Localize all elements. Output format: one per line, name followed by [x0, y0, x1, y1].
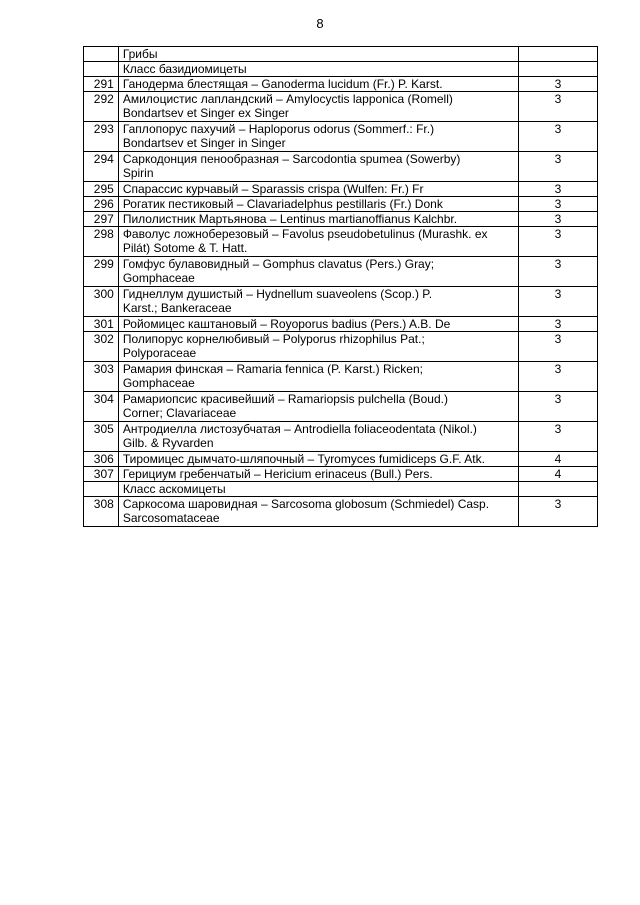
rarity-category: 3 — [519, 287, 598, 317]
table-row — [84, 77, 598, 92]
species-name-line: Антродиелла листозубчатая – Antrodiella foliaceodentata (Nikol.) — [122, 422, 477, 436]
table-row — [84, 287, 598, 317]
row-number: 298 — [84, 227, 119, 257]
rarity-category: 3 — [519, 257, 598, 287]
species-name-line: Гаплопорус пахучий – Haploporus odorus (Sommerf.: Fr.) — [122, 122, 435, 136]
rarity-category: 4 — [519, 467, 598, 482]
row-number — [84, 47, 119, 62]
species-name-line: Саркосома шаровидная – Sarcosoma globosum (Schmiedel) Casp. — [122, 497, 490, 511]
species-name — [118, 317, 518, 332]
row-number: 292 — [84, 92, 119, 122]
row-number: 291 — [84, 77, 119, 92]
species-name — [118, 332, 518, 362]
rarity-category: 3 — [519, 77, 598, 92]
table-row — [84, 392, 598, 422]
species-name-line: Тиромицес дымчато-шляпочный – Tyromyces fumidiceps G.F. Atk. — [122, 452, 485, 466]
rarity-category — [519, 62, 598, 77]
species-name-line: Ганодерма блестящая – Ganoderma lucidum (Fr.) P. Karst. — [122, 77, 443, 91]
species-name-line: Класс аскомицеты — [122, 482, 226, 496]
species-name — [118, 227, 518, 257]
table-row — [84, 182, 598, 197]
rarity-category: 3 — [519, 422, 598, 452]
row-number — [84, 62, 119, 77]
species-name-line: Bondartsev et Singer in Singer — [122, 136, 286, 150]
species-name-line: Гиднеллум душистый – Hydnellum suaveolens (Scop.) P. — [122, 287, 433, 301]
species-name — [118, 182, 518, 197]
rarity-category: 3 — [519, 122, 598, 152]
rarity-category: 3 — [519, 212, 598, 227]
table-section-row — [84, 482, 598, 497]
species-name — [118, 257, 518, 287]
species-name — [118, 362, 518, 392]
species-name-line: Ройомицес каштановый – Royoporus badius (Pers.) A.B. De — [122, 317, 451, 331]
species-name-line: Karst.; Bankeraceae — [122, 301, 232, 315]
species-name — [118, 152, 518, 182]
species-name-line: Gilb. & Ryvarden — [122, 436, 214, 450]
table-row — [84, 497, 598, 527]
species-name-line: Sarcosomataceae — [122, 511, 220, 525]
row-number: 304 — [84, 392, 119, 422]
table-row — [84, 317, 598, 332]
species-name-line: Спарассис курчавый – Sparassis crispa (Wulfen: Fr.) Fr — [122, 182, 424, 196]
table-row — [84, 227, 598, 257]
species-name-line: Герициум гребенчатый – Hericium erinaceus (Bull.) Pers. — [122, 467, 433, 481]
row-number: 302 — [84, 332, 119, 362]
species-name-line: Рогатик пестиковый – Clavariadelphus pestillaris (Fr.) Donk — [122, 197, 443, 211]
row-number: 299 — [84, 257, 119, 287]
species-name-line: Gomphaceae — [122, 271, 195, 285]
species-name-line: Spirin — [122, 166, 154, 180]
row-number: 293 — [84, 122, 119, 152]
rarity-category: 3 — [519, 497, 598, 527]
row-number: 306 — [84, 452, 119, 467]
table-row — [84, 212, 598, 227]
species-name — [118, 452, 518, 467]
species-name — [118, 497, 518, 527]
rarity-category: 3 — [519, 197, 598, 212]
rarity-category: 3 — [519, 332, 598, 362]
species-name — [118, 392, 518, 422]
species-table-body — [84, 47, 598, 527]
species-name — [118, 92, 518, 122]
rarity-category: 3 — [519, 317, 598, 332]
page-number: 8 — [316, 16, 324, 31]
table-row — [84, 422, 598, 452]
table-row — [84, 467, 598, 482]
species-name — [118, 77, 518, 92]
table-section-row — [84, 62, 598, 77]
rarity-category — [519, 482, 598, 497]
rarity-category: 4 — [519, 452, 598, 467]
species-name — [118, 482, 518, 497]
table-row — [84, 197, 598, 212]
table-row — [84, 452, 598, 467]
species-name-line: Фаволус ложноберезовый – Favolus pseudobetulinus (Murashk. ex — [122, 227, 488, 241]
species-name-line: Gomphaceae — [122, 376, 195, 390]
row-number: 296 — [84, 197, 119, 212]
species-name-line: Класс базидиомицеты — [122, 62, 247, 76]
row-number: 297 — [84, 212, 119, 227]
table-row — [84, 257, 598, 287]
species-name — [118, 62, 518, 77]
species-name-line: Corner; Clavariaceae — [122, 406, 237, 420]
species-name — [118, 467, 518, 482]
row-number: 308 — [84, 497, 119, 527]
table-section-row — [84, 47, 598, 62]
species-name-line: Пилолистник Мартьянова – Lentinus martianoffianus Kalchbr. — [122, 212, 458, 226]
species-table — [83, 46, 598, 527]
table-row — [84, 332, 598, 362]
species-name-line: Полипорус корнелюбивый – Polyporus rhizophilus Pat.; — [122, 332, 425, 346]
rarity-category: 3 — [519, 92, 598, 122]
row-number: 307 — [84, 467, 119, 482]
species-name-line: Амилоцистис лапландский – Amylocyctis lapponica (Romell) — [122, 92, 453, 106]
rarity-category — [519, 47, 598, 62]
row-number: 305 — [84, 422, 119, 452]
species-name-line: Саркодонция пенообразная – Sarcodontia spumea (Sowerby) — [122, 152, 461, 166]
species-name — [118, 287, 518, 317]
species-name — [118, 197, 518, 212]
rarity-category: 3 — [519, 152, 598, 182]
rarity-category: 3 — [519, 392, 598, 422]
row-number — [84, 482, 119, 497]
table-row — [84, 152, 598, 182]
table-row — [84, 362, 598, 392]
species-name — [118, 212, 518, 227]
rarity-category: 3 — [519, 362, 598, 392]
table-row — [84, 122, 598, 152]
species-name-line: Рамария финская – Ramaria fennica (P. Karst.) Ricken; — [122, 362, 423, 376]
species-name-line: Грибы — [122, 47, 158, 61]
species-name — [118, 122, 518, 152]
species-name-line: Рамариопсис красивейший – Ramariopsis pulchella (Boud.) — [122, 392, 448, 406]
table-row — [84, 92, 598, 122]
species-name — [118, 47, 518, 62]
species-name-line: Polyporaceae — [122, 346, 197, 360]
species-name-line: Гомфус булавовидный – Gomphus clavatus (Pers.) Gray; — [122, 257, 435, 271]
row-number: 301 — [84, 317, 119, 332]
rarity-category: 3 — [519, 182, 598, 197]
row-number: 295 — [84, 182, 119, 197]
rarity-category: 3 — [519, 227, 598, 257]
row-number: 303 — [84, 362, 119, 392]
row-number: 300 — [84, 287, 119, 317]
species-name-line: Pilát) Sotome & T. Hatt. — [122, 241, 248, 255]
row-number: 294 — [84, 152, 119, 182]
species-name-line: Bondartsev et Singer ex Singer — [122, 106, 289, 120]
species-name — [118, 422, 518, 452]
